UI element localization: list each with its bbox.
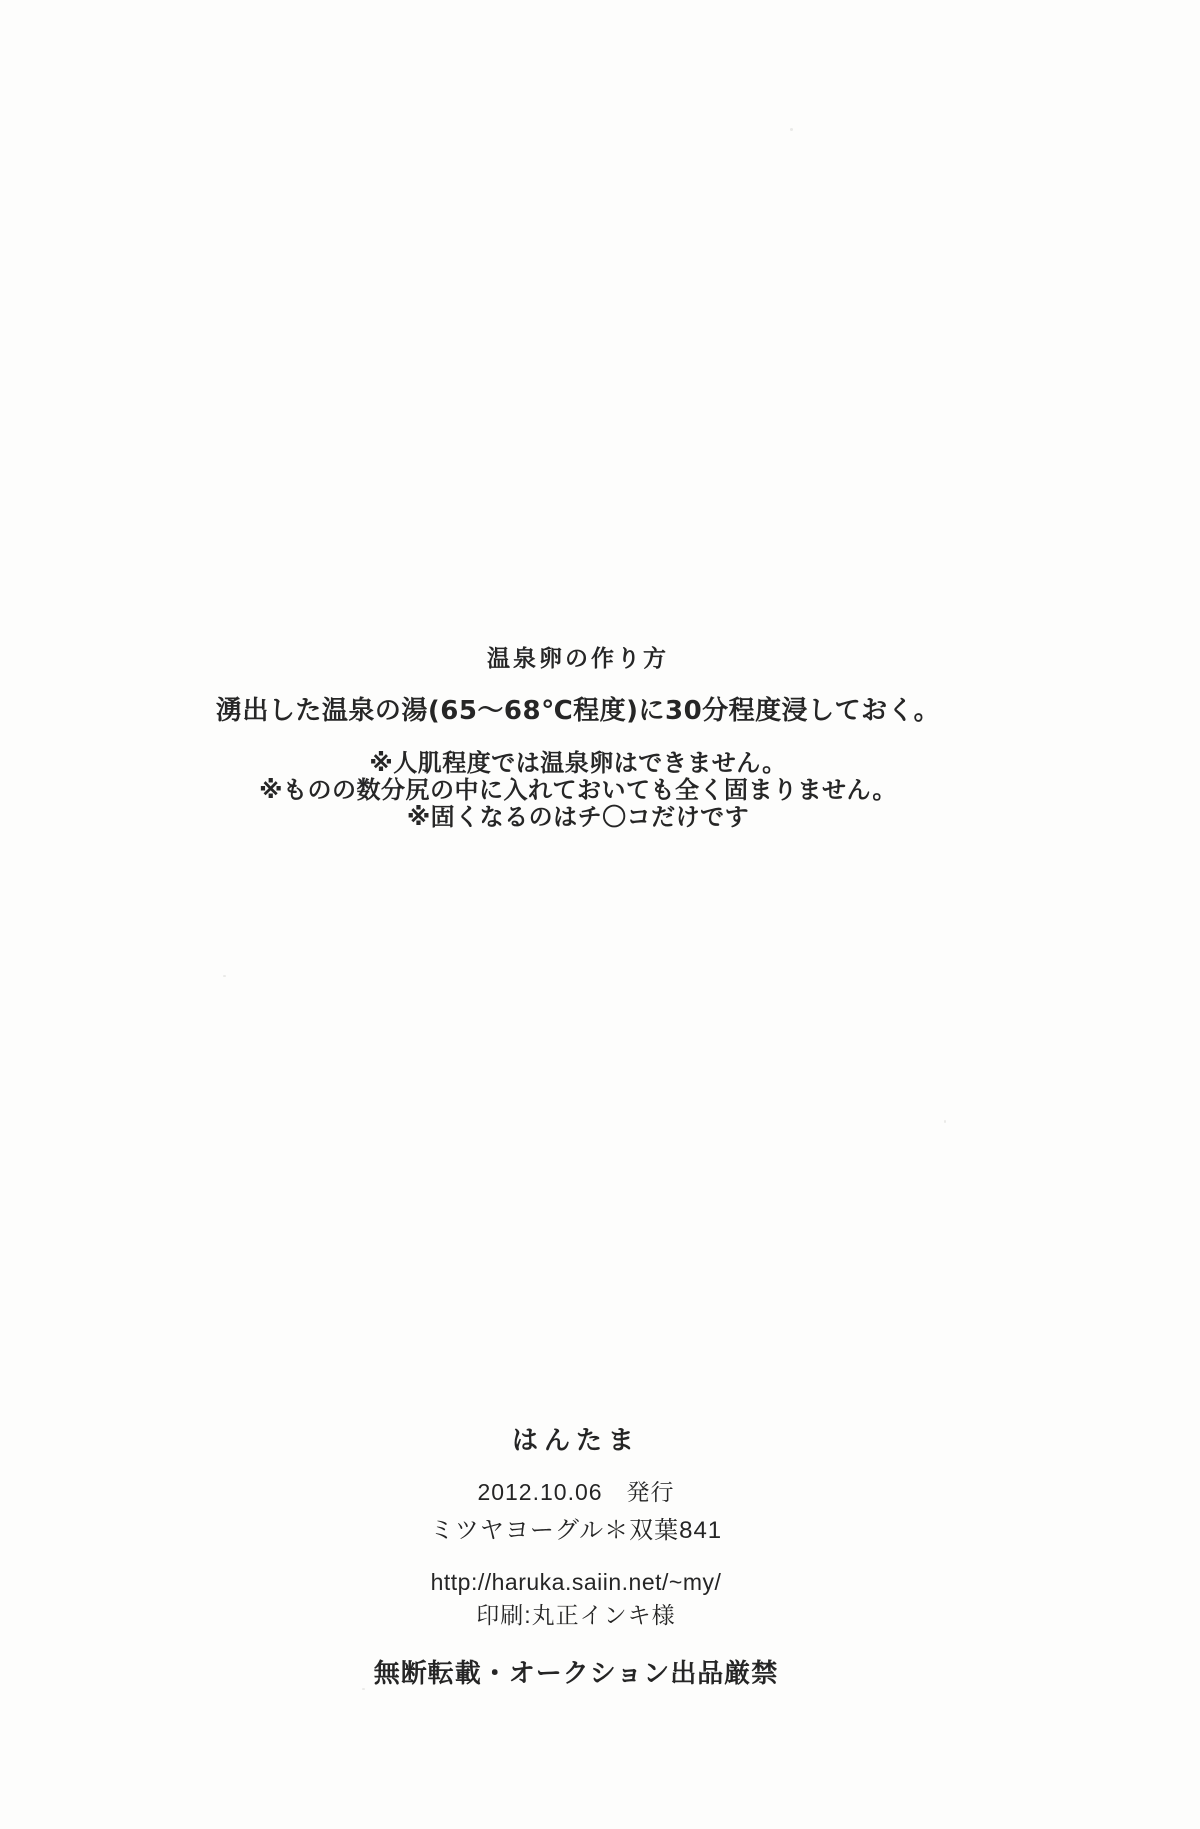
- recipe-notes: [0, 750, 1200, 831]
- recipe-title: 温泉卵の作り方: [487, 646, 669, 672]
- book-title: はんたま: [511, 1425, 640, 1455]
- publish-date: 2012.10.06 発行: [477, 1479, 675, 1505]
- recipe-note-block: [0, 640, 1200, 831]
- scan-speck: [944, 1120, 946, 1123]
- recipe-note-line-3: ※固くなるのはチ〇コだけです: [406, 803, 750, 831]
- recipe-instruction: 湧出した温泉の湯(65〜68℃程度)に30分程度浸しておく。: [215, 696, 941, 726]
- colophon-block: [0, 1420, 1200, 1690]
- website-url: http://haruka.saiin.net/~my/: [430, 1569, 722, 1595]
- scan-speck: [223, 975, 226, 977]
- circle-author: ミツヤヨーグル＊双葉841: [429, 1517, 723, 1544]
- printer-credit: 印刷:丸正インキ様: [476, 1602, 676, 1628]
- recipe-note-line-1: ※人肌程度では温泉卵はできません。: [369, 749, 787, 777]
- recipe-note-line-2: ※ものの数分尻の中に入れておいても全く固まりません。: [259, 776, 897, 804]
- reproduction-warning: 無断転載・オークション出品厳禁: [373, 1658, 779, 1688]
- scan-speck: [790, 128, 793, 131]
